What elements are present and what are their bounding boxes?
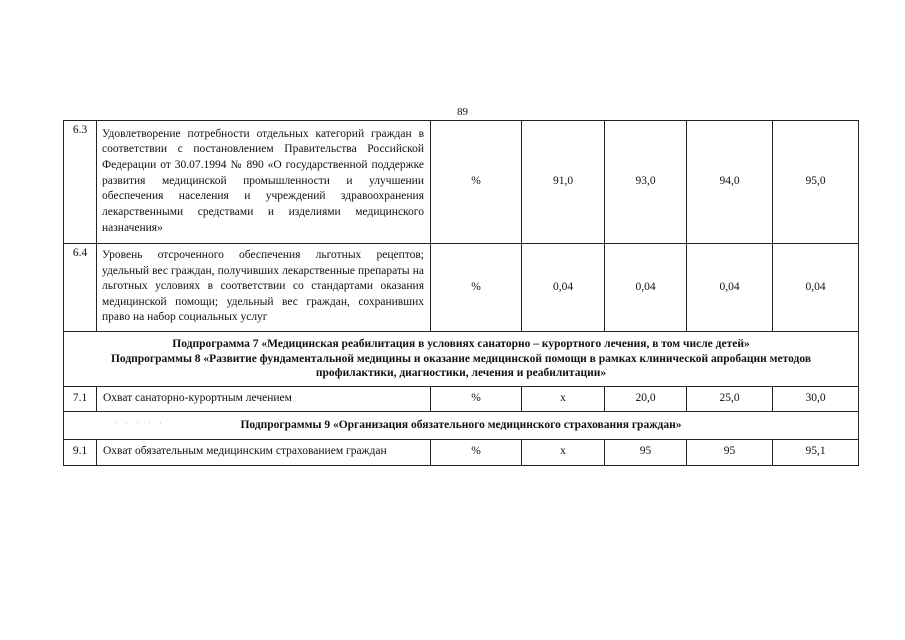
scan-artifact-dots: · · · · · [114, 417, 165, 428]
section-header-9 [64, 411, 859, 439]
value-cell-3: 0,04 [687, 244, 773, 332]
unit-cell: % [431, 439, 522, 465]
page-number: 89 [457, 106, 468, 118]
indicator-description: Охват обязательным медицинским страхованием граждан [97, 439, 431, 465]
table-row-6-3 [64, 121, 859, 244]
value-cell-2: 95 [605, 439, 687, 465]
unit-cell: % [431, 387, 522, 412]
section-header-7-8 [64, 332, 859, 387]
row-number: 9.1 [64, 439, 97, 465]
value-cell-2: 93,0 [605, 121, 687, 244]
value-cell-1: х [522, 439, 605, 465]
value-cell-3: 95 [687, 439, 773, 465]
value-cell-3: 25,0 [687, 387, 773, 412]
section-header-row [64, 411, 859, 439]
table-row-6-4 [64, 244, 859, 332]
section-title-9: Подпрограммы 9 «Организация обязательного медицинского страхования граждан» [240, 418, 682, 431]
value-cell-4: 95,0 [773, 121, 859, 244]
indicator-description: Удовлетворение потребности отдельных категорий граждан в соответствии с постановлением Правительства Российской Федерации от 30.07.1994 № 890 «О государственной поддержке развития медицинской промышленности и улучшении обеспечения населения и учреждений здравоохранения лекарственными средствами и изделиями медицинского назначения» [97, 121, 431, 244]
table-row-7-1 [64, 387, 859, 412]
value-cell-4: 0,04 [773, 244, 859, 332]
indicator-description: Уровень отсроченного обеспечения льготных рецептов; удельный вес граждан, получивших лекарственные препараты на льготных условиях в соответствии со стандартами оказания медицинской помощи; удельный вес граждан, сохранивших право на набор социальных услуг [97, 244, 431, 332]
value-cell-2: 0,04 [605, 244, 687, 332]
value-cell-1: 0,04 [522, 244, 605, 332]
unit-cell: % [431, 121, 522, 244]
indicators-table [63, 120, 859, 466]
indicator-description: Охват санаторно-курортным лечением [97, 387, 431, 412]
section-header-row [64, 332, 859, 387]
value-cell-1: х [522, 387, 605, 412]
row-number: 7.1 [64, 387, 97, 412]
row-number: 6.3 [64, 121, 97, 244]
value-cell-4: 30,0 [773, 387, 859, 412]
value-cell-4: 95,1 [773, 439, 859, 465]
value-cell-1: 91,0 [522, 121, 605, 244]
section-title-8: Подпрограммы 8 «Развитие фундаментальной медицины и оказание медицинской помощи в рамках клинической апробации методов профилактики, диагностики, лечения и реабилитации» [110, 352, 812, 380]
value-cell-2: 20,0 [605, 387, 687, 412]
unit-cell: % [431, 244, 522, 332]
value-cell-3: 94,0 [687, 121, 773, 244]
table-row-9-1 [64, 439, 859, 465]
section-title-7: Подпрограмма 7 «Медицинская реабилитация в условиях санаторно – курортного лечения, в том числе детей» [172, 337, 750, 350]
row-number: 6.4 [64, 244, 97, 332]
